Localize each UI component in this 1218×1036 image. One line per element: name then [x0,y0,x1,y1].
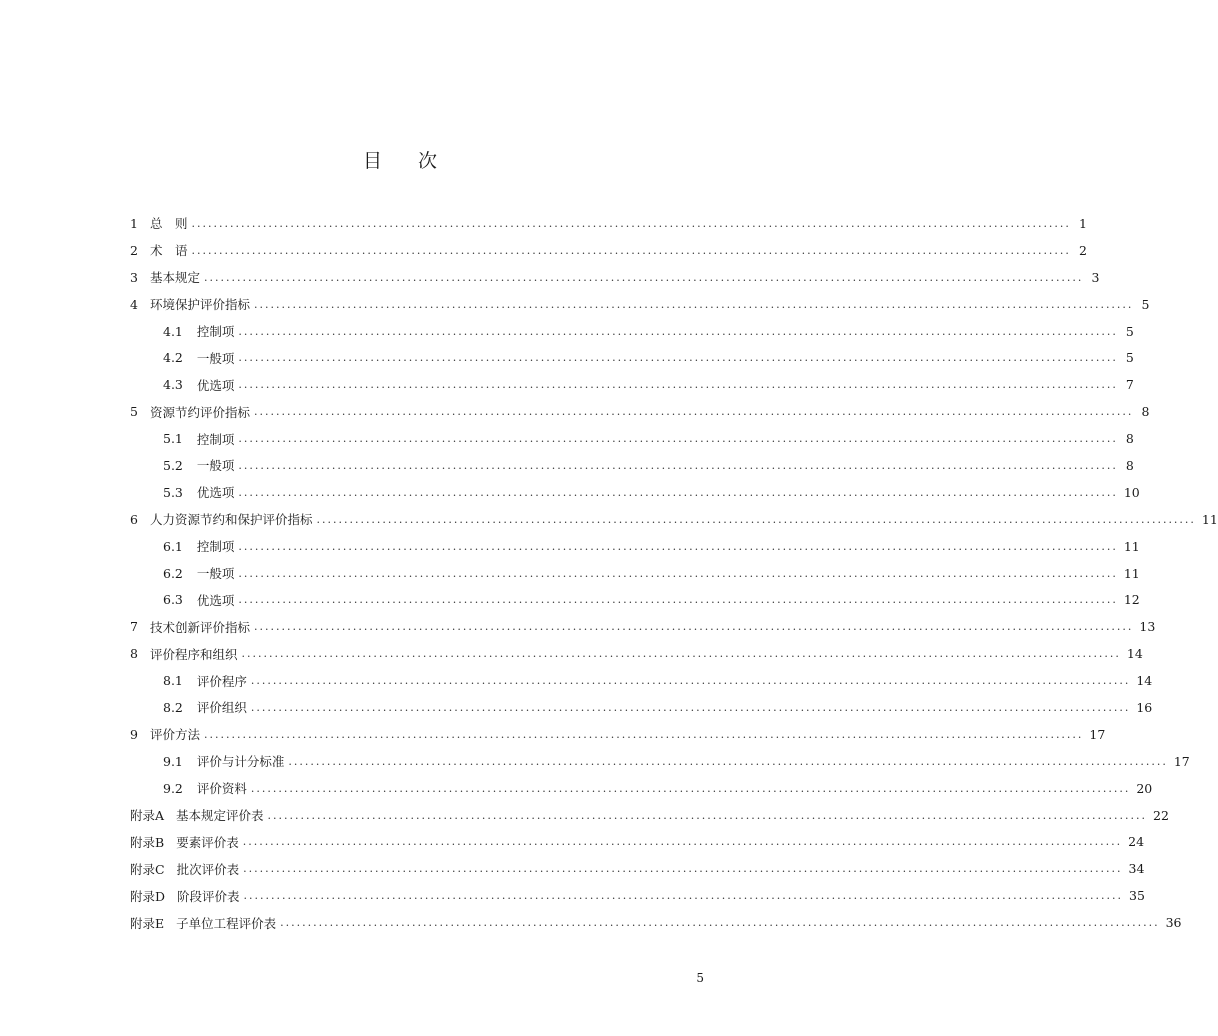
toc-entry[interactable] [130,264,1100,291]
toc-entry[interactable] [130,398,1150,425]
toc-entry-page: 20 [1136,780,1153,796]
toc-leader-dots: ................................................................................................................................................................ [243,889,1123,903]
toc-leader-dots: ................................................................................................................................................................ [267,808,1147,822]
toc-leader-dots: ................................................................................................................................................................ [280,916,1160,930]
toc-entry-number: 附录B [130,834,165,850]
toc-entry[interactable] [130,318,1134,345]
toc-entry[interactable] [130,237,1087,264]
toc-entry-number: 9.1 [163,753,183,769]
toc-entry-number: 8.1 [163,673,183,689]
toc-entry-page: 14 [1136,673,1153,689]
toc-entry-label: 技术创新评价指标 [149,619,250,635]
toc-entry[interactable] [130,721,1106,748]
toc-leader-dots: ................................................................................................................................................................ [191,243,1071,257]
toc-entry-number: 8.2 [163,699,183,715]
toc-entry[interactable] [130,882,1145,909]
toc-entry-page: 8 [1125,457,1134,473]
toc-entry[interactable] [130,344,1134,371]
toc-leader-dots: ................................................................................................................................................................ [238,432,1118,446]
toc-entry-label: 评价程序和组织 [149,646,238,662]
toc-entry-label: 资源节约评价指标 [149,404,250,420]
toc-entry-number: 5.2 [163,457,183,473]
toc-entry[interactable] [130,560,1140,587]
toc-entry[interactable] [130,479,1140,506]
table-of-contents [130,210,1218,936]
toc-entry[interactable] [130,640,1143,667]
toc-entry-page: 13 [1139,619,1156,635]
toc-entry[interactable] [130,371,1134,398]
toc-entry-label: 批次评价表 [176,861,240,877]
toc-entry[interactable] [130,210,1087,237]
toc-leader-dots: ................................................................................................................................................................ [253,620,1134,634]
page-title-part-1: 目 [362,150,382,172]
toc-entry-number: 4.3 [163,377,183,393]
toc-entry-label: 评价方法 [149,727,200,743]
toc-leader-dots: ................................................................................................................................................................ [238,458,1118,472]
toc-entry[interactable] [130,828,1145,855]
toc-entry-number: 8 [130,646,138,662]
toc-entry-label: 优选项 [196,592,235,608]
toc-leader-dots: ................................................................................................................................................................ [242,835,1123,849]
toc-entry-number: 5 [130,404,138,420]
toc-entry-number: 2 [130,242,138,258]
page-number: 5 [696,971,704,985]
toc-leader-dots: ................................................................................................................................................................ [238,378,1118,392]
toc-entry-page: 12 [1123,592,1140,608]
toc-entry-number: 4 [130,296,138,312]
toc-entry-page: 8 [1125,431,1134,447]
toc-entry-page: 7 [1125,377,1134,393]
toc-entry-page: 10 [1123,484,1140,500]
toc-entry[interactable] [130,613,1156,640]
toc-entry-page: 5 [1125,323,1134,339]
toc-entry-page: 22 [1153,807,1169,823]
toc-entry[interactable] [130,855,1145,882]
toc-leader-dots: ................................................................................................................................................................ [238,485,1118,499]
toc-entry-number: 附录A [130,808,165,824]
toc-entry-label: 人力资源节约和保护评价指标 [149,512,313,528]
toc-entry-page: 8 [1141,404,1150,420]
toc-entry-label: 基本规定评价表 [176,808,264,824]
toc-leader-dots: ................................................................................................................................................................ [203,727,1084,741]
toc-leader-dots: ................................................................................................................................................................ [191,216,1071,230]
toc-leader-dots: ................................................................................................................................................................ [238,566,1118,580]
toc-entry-label: 优选项 [196,485,235,501]
toc-entry-page: 14 [1126,646,1143,662]
toc-entry-label: 子单位工程评价表 [176,915,277,931]
toc-entry-page: 35 [1129,888,1145,904]
toc-leader-dots: ................................................................................................................................................................ [250,700,1131,714]
toc-entry-label: 一般项 [196,566,235,582]
toc-entry-label: 评价程序 [196,673,247,689]
toc-leader-dots: ................................................................................................................................................................ [316,512,1196,526]
toc-entry-number: 4.1 [163,323,183,339]
toc-entry[interactable] [130,586,1140,613]
toc-entry-label: 要素评价表 [176,834,239,850]
toc-entry-page: 1 [1078,215,1087,231]
toc-entry-label: 基本规定 [149,270,200,286]
toc-leader-dots: ................................................................................................................................................................ [250,674,1131,688]
toc-entry[interactable] [130,506,1218,533]
toc-entry-number: 5.1 [163,431,183,447]
toc-entry-label: 评价资料 [196,781,247,797]
toc-leader-dots: ................................................................................................................................................................ [238,324,1118,338]
toc-entry-number: 7 [130,619,138,635]
toc-entry[interactable] [130,802,1169,829]
toc-entry[interactable] [130,694,1153,721]
toc-leader-dots: ................................................................................................................................................................ [238,351,1118,365]
toc-entry-number: 9.2 [163,780,183,796]
toc-entry-label: 评价组织 [196,700,247,716]
toc-leader-dots: ................................................................................................................................................................ [243,862,1123,876]
toc-entry-label: 一般项 [196,458,235,474]
toc-entry-page: 17 [1173,753,1190,769]
toc-leader-dots: ................................................................................................................................................................ [250,781,1131,795]
toc-entry-page: 5 [1141,296,1150,312]
toc-entry[interactable] [130,909,1182,936]
toc-entry-label: 阶段评价表 [177,888,240,904]
toc-entry-label: 一般项 [196,350,235,366]
page-title-part-2: 次 [418,150,438,172]
toc-entry-page: 24 [1128,834,1145,850]
toc-leader-dots: ................................................................................................................................................................ [238,593,1118,607]
toc-entry-page: 16 [1136,699,1153,715]
toc-entry-page: 17 [1089,726,1106,742]
toc-entry-label: 环境保护评价指标 [149,297,250,313]
toc-entry-label: 优选项 [196,377,235,393]
toc-entry[interactable] [130,425,1134,452]
toc-entry-page: 2 [1078,242,1087,258]
toc-entry[interactable] [130,667,1153,694]
toc-entry-page: 11 [1201,511,1218,527]
toc-entry[interactable] [130,775,1153,802]
toc-entry-page: 36 [1165,915,1182,931]
toc-entry[interactable] [130,533,1140,560]
toc-entry-page: 5 [1125,350,1134,366]
toc-entry-label: 评价与计分标准 [196,754,285,770]
toc-entry-number: 附录C [130,861,165,877]
page-title [0,146,800,173]
toc-entry-number: 附录D [130,888,166,904]
toc-entry-label: 总 则 [149,216,188,232]
toc-leader-dots: ................................................................................................................................................................ [203,270,1084,284]
toc-leader-dots: ................................................................................................................................................................ [241,647,1121,661]
toc-entry-number: 4.2 [163,350,183,366]
toc-leader-dots: ................................................................................................................................................................ [253,405,1134,419]
toc-entry-number: 附录E [130,915,165,931]
toc-entry-number: 3 [130,269,138,285]
toc-entry[interactable] [130,452,1134,479]
toc-entry-label: 控制项 [196,539,235,555]
toc-entry-number: 6.2 [163,565,183,581]
toc-entry-number: 6.3 [163,592,183,608]
toc-leader-dots: ................................................................................................................................................................ [238,539,1118,553]
toc-entry-label: 控制项 [196,324,235,339]
toc-leader-dots: ................................................................................................................................................................ [253,297,1134,311]
toc-entry-number: 5.3 [163,484,183,500]
toc-entry-page: 11 [1123,565,1140,581]
toc-entry-page: 11 [1123,538,1140,554]
toc-entry-label: 控制项 [196,431,235,447]
toc-entry[interactable] [130,291,1150,318]
toc-leader-dots: ................................................................................................................................................................ [288,754,1168,768]
toc-entry-number: 1 [130,215,138,231]
toc-entry-label: 术 语 [149,243,188,259]
toc-entry-page: 34 [1128,861,1145,877]
toc-entry[interactable] [130,748,1190,775]
toc-entry-number: 6.1 [163,538,183,554]
toc-entry-number: 9 [130,726,138,742]
toc-entry-page: 3 [1091,269,1100,285]
toc-entry-number: 6 [130,511,138,527]
